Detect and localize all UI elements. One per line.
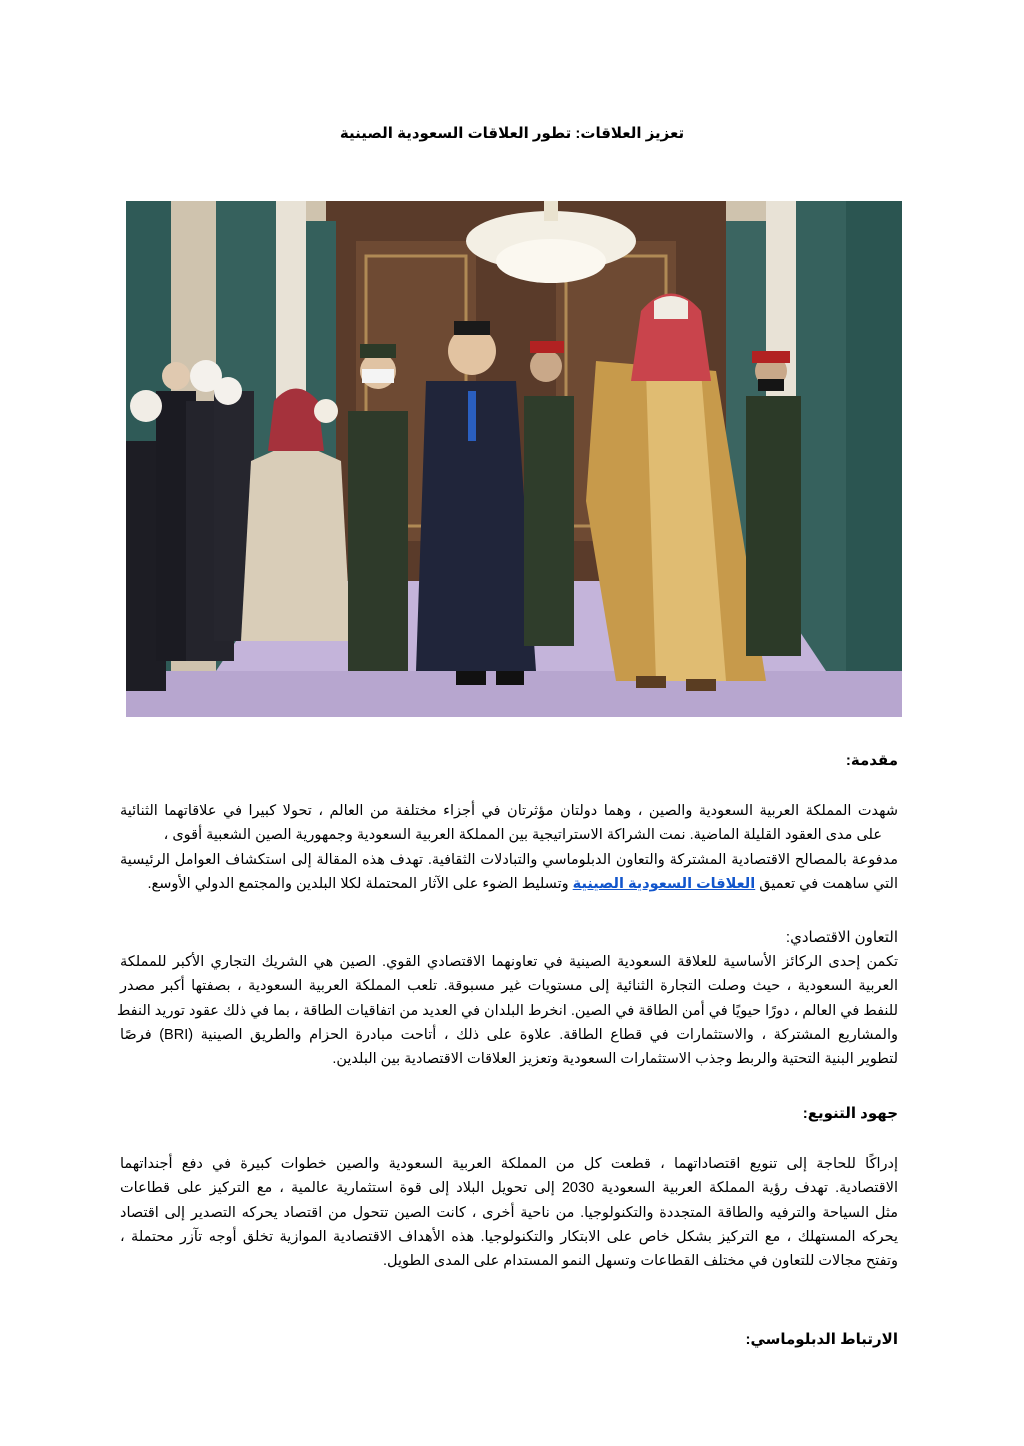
economic-line-1: تكمن إحدى الركائز الأساسية للعلاقة السعودية الصينية في تعاونهما الاقتصادي القوي. الصين هي الشريك التجاري الأكبر للمملكة bbox=[120, 954, 898, 970]
diversification-line-5: وتفتح مجالات للتعاون في مختلف القطاعات وتسهل النمو المستدام على المدى الطويل. bbox=[383, 1253, 898, 1270]
intro-line-4 bbox=[120, 872, 898, 896]
section-heading-diversification: جهود التنويع: bbox=[802, 1105, 898, 1122]
diversification-paragraph bbox=[120, 1152, 898, 1273]
article-photo bbox=[126, 201, 902, 717]
saudi-china-relations-link[interactable]: العلاقات السعودية الصينية bbox=[572, 875, 756, 892]
economic-paragraph bbox=[116, 950, 898, 1071]
intro-line-4-start: التي ساهمت في تعميق bbox=[759, 875, 898, 892]
intro-paragraph bbox=[120, 799, 898, 896]
diversification-line-1: إدراكًا للحاجة إلى تنويع اقتصاداتهما ، قطعت كل من المملكة العربية السعودية والصين خطوات كبيرة في دفع أجنداتهما bbox=[120, 1156, 898, 1172]
economic-line-5: لتطوير البنية التحتية والربط وجذب الاستثمارات السعودية وتعزيز العلاقات الاقتصادية بين البلدين. bbox=[332, 1051, 898, 1068]
intro-line-1: شهدت المملكة العربية السعودية والصين ، وهما دولتان مؤثرتان في أجزاء مختلفة من العالم ، تحولا كبيرا في علاقاتهما الثنائية bbox=[120, 803, 898, 819]
section-heading-diplomatic: الارتباط الدبلوماسي: bbox=[745, 1331, 898, 1348]
intro-line-3: مدفوعة بالمصالح الاقتصادية المشتركة والتعاون الدبلوماسي والتبادلات الثقافية. تهدف هذه المقالة إلى استكشاف العوامل الرئيسية bbox=[120, 851, 898, 868]
intro-line-4-end: وتسليط الضوء على الآثار المحتملة لكلا البلدين والمجتمع الدولي الأوسع. bbox=[147, 875, 569, 892]
photo-icon bbox=[126, 201, 902, 717]
economic-line-4: والمشاريع المشتركة ، والاستثمارات في قطاع الطاقة. علاوة على ذلك ، أتاحت مبادرة الحزام والطريق الصينية (BRI) فرصًا bbox=[120, 1026, 898, 1043]
document-title: تعزيز العلاقات: تطور العلاقات السعودية الصينية bbox=[339, 125, 685, 142]
economic-line-2: العربية السعودية ، حيث وصلت التجارة الثنائية إلى مستويات غير مسبوقة. تلعب المملكة العربية السعودية ، بصفتها أكبر مصدر bbox=[120, 978, 898, 995]
diversification-line-3: مثل السياحة والترفيه والطاقة المتجددة والتكنولوجيا. من ناحية أخرى ، كانت الصين تتحول من اقتصاد يحركه التصدير إلى اقتصاد bbox=[120, 1204, 898, 1221]
section-heading-economic: التعاون الاقتصادي: bbox=[785, 929, 898, 946]
intro-line-2: على مدى العقود القليلة الماضية. نمت الشراكة الاستراتيجية بين المملكة العربية السعودية وجمهورية الصين الشعبية أقوى ، bbox=[163, 827, 882, 844]
diversification-line-2: الاقتصادية. تهدف رؤية المملكة العربية السعودية 2030 إلى تحويل البلاد إلى قوة استثمارية عالمية ، مع التركيز على قطاعات bbox=[120, 1180, 899, 1197]
section-heading-intro: مقدمة: bbox=[845, 752, 898, 769]
diversification-line-4: يحركه المستهلك ، مع التركيز بشكل خاص على الابتكار والتكنولوجيا. هذه الأهداف الاقتصادية الموازية تخلق أوجه تآزر محتملة ، bbox=[120, 1228, 898, 1245]
economic-line-3: للنفط في العالم ، دورًا حيويًا في أمن الطاقة في الصين. انخرط البلدان في العديد من اتفاقيات الطاقة ، بما في ذلك عقود توريد النفط bbox=[116, 1002, 898, 1019]
